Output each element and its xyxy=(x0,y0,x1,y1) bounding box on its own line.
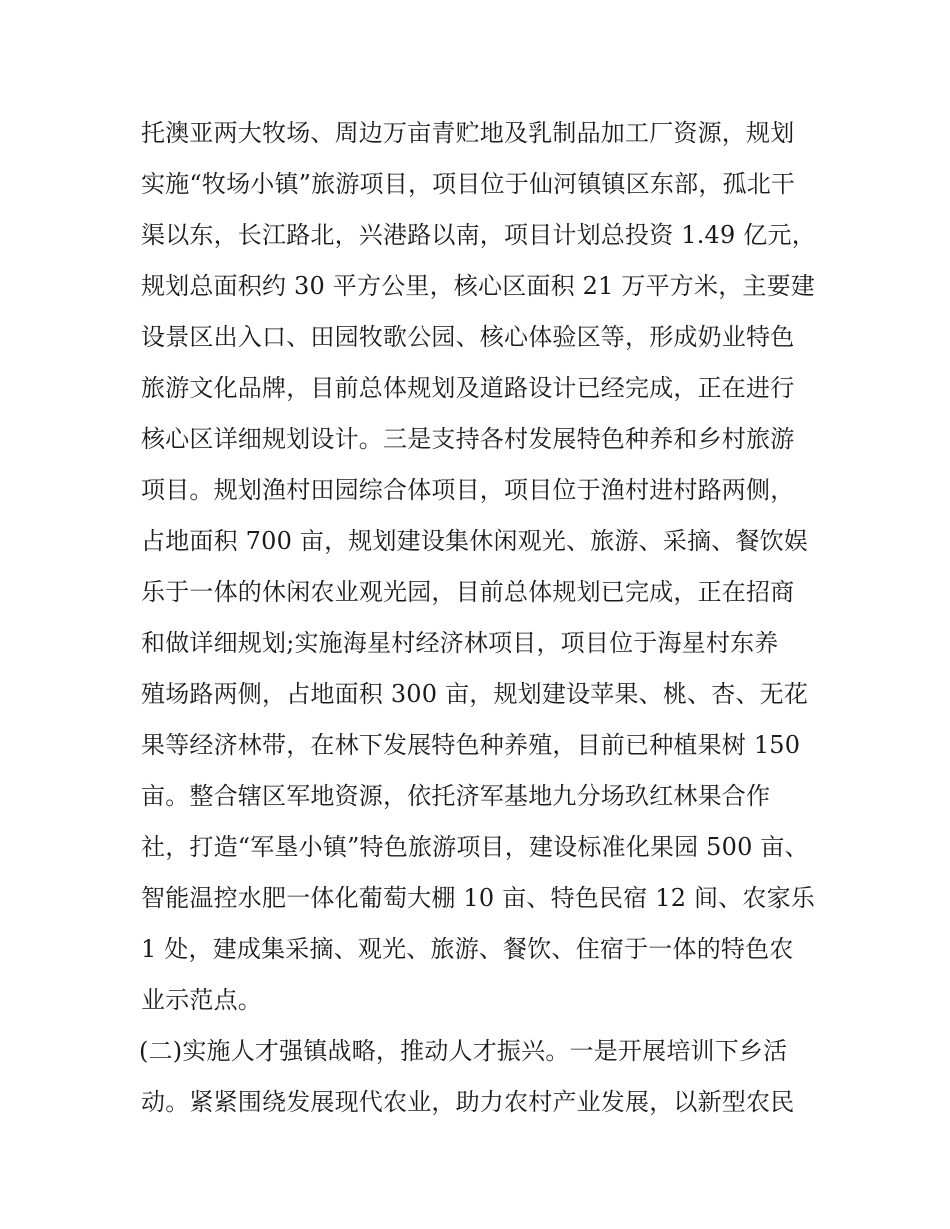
text-line-8: 项目。规划渔村田园综合体项目，项目位于渔村进村路两侧， xyxy=(141,476,795,504)
text-line-14: 亩。整合辖区军地资源，依托济军基地九分场玖红林果合作 xyxy=(141,782,771,810)
text-line-19: (二)实施人才强镇战略，推动人才振兴。一是开展培训下乡活 xyxy=(139,1037,788,1065)
text-line-15: 社，打造“军垦小镇”特色旅游项目，建设标准化果园 500 亩、 xyxy=(141,833,809,861)
body-text xyxy=(141,108,821,1128)
text-line-10: 乐于一体的休闲农业观光园，目前总体规划已完成，正在招商 xyxy=(141,578,795,606)
text-line-5: 设景区出入口、田园牧歌公园、核心体验区等，形成奶业特色 xyxy=(141,323,795,351)
text-line-11: 和做详细规划;实施海星村经济林项目，项目位于海星村东养 xyxy=(141,629,779,657)
text-line-13: 果等经济林带，在林下发展特色种养殖，目前已种植果树 150 xyxy=(141,731,801,759)
text-line-1: 托澳亚两大牧场、周边万亩青贮地及乳制品加工厂资源，规划 xyxy=(141,119,795,147)
text-line-18: 业示范点。 xyxy=(141,986,262,1014)
text-line-4: 规划总面积约 30 平方公里，核心区面积 21 万平方米，主要建 xyxy=(141,272,815,300)
text-line-17: 1 处，建成集采摘、观光、旅游、餐饮、住宿于一体的特色农 xyxy=(141,935,794,963)
text-line-2: 实施“牧场小镇”旅游项目，项目位于仙河镇镇区东部，孤北干 xyxy=(141,170,796,198)
text-line-7: 核心区详细规划设计。三是支持各村发展特色种养和乡村旅游 xyxy=(141,425,795,453)
text-line-20: 动。紧紧围绕发展现代农业，助力农村产业发展，以新型农民 xyxy=(141,1088,795,1116)
text-line-12: 殖场路两侧，占地面积 300 亩，规划建设苹果、桃、杏、无花 xyxy=(141,680,809,708)
text-line-3: 渠以东，长江路北，兴港路以南，项目计划总投资 1.49 亿元， xyxy=(141,221,816,249)
text-line-6: 旅游文化品牌，目前总体规划及道路设计已经完成，正在进行 xyxy=(141,374,795,402)
text-line-16: 智能温控水肥一体化葡萄大棚 10 亩、特色民宿 12 间、农家乐 xyxy=(141,884,815,912)
text-line-9: 占地面积 700 亩，规划建设集休闲观光、旅游、采摘、餐饮娱 xyxy=(141,527,809,555)
